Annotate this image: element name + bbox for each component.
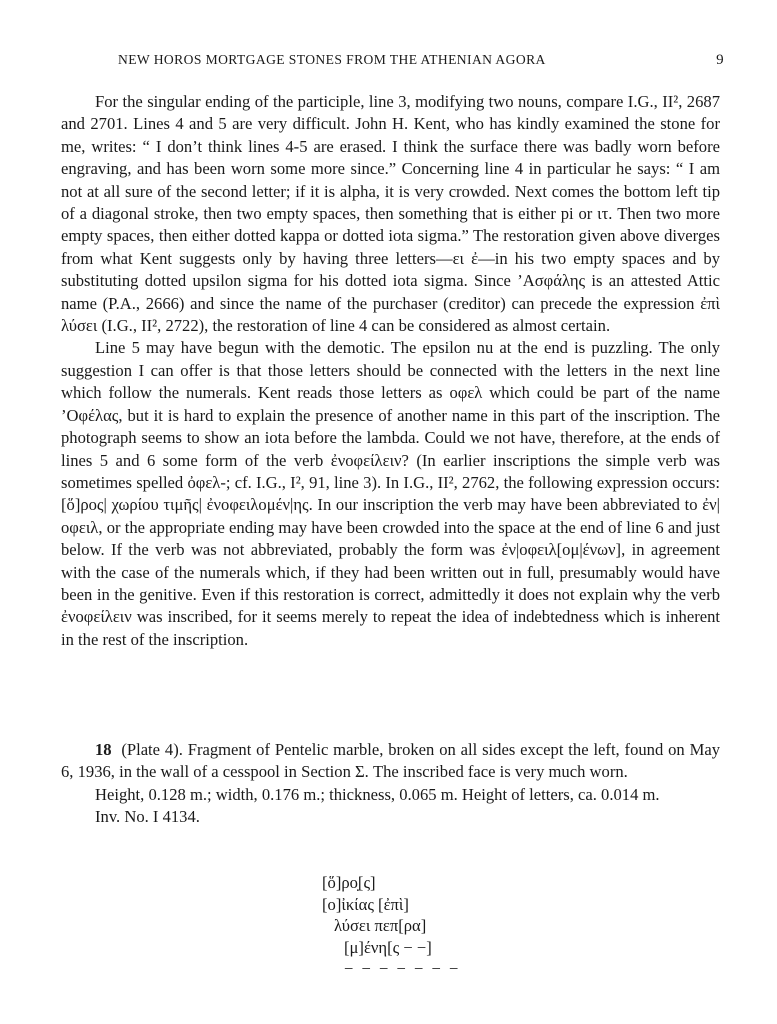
body-text: [61, 91, 720, 651]
entry-description-text: (Plate 4). Fragment of Pentelic marble, broken on all sides except the left, found on May 6, 1936, in the wall of a cesspool in Section Σ. The inscribed face is very much worn.: [61, 740, 721, 782]
entry-dimensions: Height, 0.128 m.; width, 0.176 m.; thickness, 0.065 m. Height of letters, ca. 0.014 m.: [95, 784, 660, 804]
inscription-line-1: [ὅ]ρο̣[ς]: [322, 873, 376, 892]
inscription-line-2: [ο]ἰκίας [ἐπὶ]: [322, 894, 409, 914]
paragraph-participle: For the singular ending of the participle, line 3, modifying two nouns, compare I.G., II², 2687 and 2701. Lines 4 and 5 are very difficult. John H. Kent, who has kindly examined the stone for me, writes: “ I don’t think lines 4-5 are erased. I think the surface there was badly worn before engraving, and has been worn some more since.” Concerning line 4 in particular he says: “ I am not at all sure of the second letter; if it is alpha, it is very crowded. Next comes the bottom left tip of a diagonal stroke, then two empty spaces, then something that is either pi or ιτ. Then two more empty spaces, then either dotted kappa or dotted iota sigma.” The restoration given above diverges from what Kent suggests only by having three letters—ει ἐ—in his two empty spaces and by substituting dotted upsilon sigma for his dotted iota sigma. Since ’Ασφάλης is an attested Attic name (P.A., 2666) and since the name of the purchaser (creditor) can precede the expression ἐπὶ λύσει (I.G., II², 2722), the restoration of line 4 can be considered as almost certain.: [61, 92, 720, 336]
entry-description: [61, 739, 720, 784]
catalog-entry-18: [61, 739, 720, 829]
inscription-broken-line: − − − − − − −: [344, 959, 461, 978]
inscription-line-3: λύσει πεπ[ρα]: [334, 916, 427, 935]
inscription-line-4: [μ]ένη[ς − −]: [344, 937, 432, 957]
running-title: NEW HOROS MORTGAGE STONES FROM THE ATHENIAN AGORA: [118, 52, 546, 67]
page-number: 9: [716, 52, 724, 68]
paragraph-line5: Line 5 may have begun with the demotic. The epsilon nu at the end is puzzling. The only suggestion I can offer is that those letters should be connected with the letters in the next line which follow the numerals. Kent reads those letters as οφελ which could be part of the name ’Οφέλας, but it is hard to explain the presence of another name in this part of the inscription. The photograph seems to show an iota before the lambda. Could we not have, therefore, at the ends of lines 5 and 6 some form of the verb ἐνοφείλειν? (In earlier inscriptions the simple verb was sometimes spelled ὀφελ-; cf. I.G., I², 91, line 3). In I.G., II², 2762, the following expression occurs: [ὅ]ρος| χωρίου τιμῆς| ἐνοφειλομέν|ης. In our inscription the verb may have been abbreviated to ἐν|οφειλ, or the appropriate ending may have been crowded into the space at the end of line 6 and just below. If the verb was not abbreviated, probably the form was ἐν|οφειλ[ομ|ένων], in agreement with the case of the numerals which, if they had been written out in full, presumably would have been in the genitive. Even if this restoration is correct, admittedly it does not explain why the verb ἐνοφείλειν was inscribed, for it seems merely to repeat the idea of indebtedness which is inherent in the rest of the inscription.: [61, 338, 720, 649]
entry-number: 18: [95, 740, 112, 759]
entry-inventory: Inv. No. I 4134.: [95, 807, 200, 827]
inscription-text: [322, 872, 522, 980]
